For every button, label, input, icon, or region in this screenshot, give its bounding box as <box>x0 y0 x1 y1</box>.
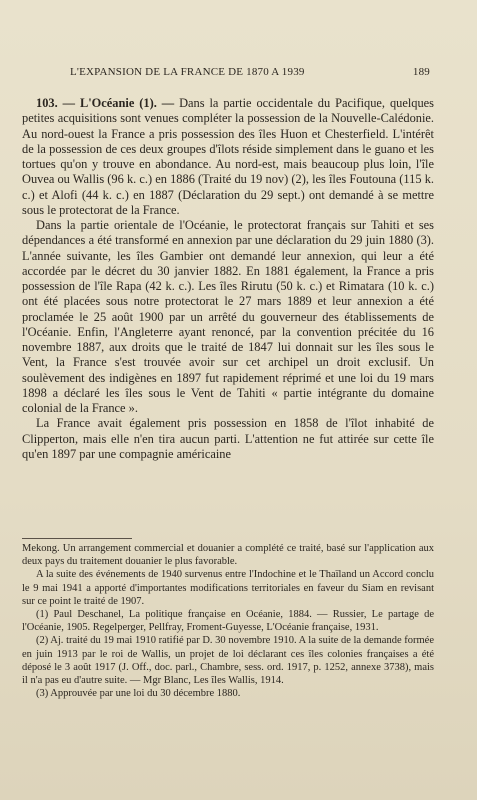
footnote-continuation-2: A la suite des événements de 1940 survenus entre l'Indochine et le Thaïland un Accord conclu le 9 mai 1941 a apporté d'importantes modifications territoriales en faveur du Siam en revisant sur ce point le traité de 1907. <box>22 569 434 607</box>
section-number: 103. <box>36 96 58 110</box>
footnote-1: (1) Paul Deschanel, La politique française en Océanie, 1884. — Russier, Le partage de l'Océanie, 1905. Regelperger, Pellfray, Froment-Guyesse, L'Océanie française, 1931. <box>22 609 434 634</box>
paragraph-2: Dans la partie orientale de l'Océanie, le protectorat français sur Tahiti et ses dépendances a été transformé en annexion par une déclaration du 29 juin 1880 (3). L'année suivante, les îles Gambier ont demandé leur annexion, qui leur a été accordée par le décret du 30 janvier 1882. En 1881 également, la France a pris possession de l'île Rapa (42 k. c.). Les îles Rirutu (50 k. c.) et Rimatara (10 k. c.) ont été placées sous notre protectorat le 27 mars 1889 et leur annexion a été proclamée le 25 août 1900 par un arrêté du gouverneur des établissements de l'Océanie. Enfin, l'Angleterre ayant renoncé, par la convention précitée du 16 novembre 1887, aux droits que le traité de 1847 lui donnait sur les îles sous le Vent, la France s'est trouvée avoir sur cet archipel un droit exclusif. Un soulèvement des indigènes en 1897 fut rapidement réprimé et une loi du 19 mars 1898 a déclaré les îles sous le Vent de Tahiti « partie intégrante du domaine colonial de la France ». <box>22 218 434 415</box>
section-title: — L'Océanie (1). — <box>62 96 175 110</box>
paragraph-3: La France avait également pris possession en 1858 de l'îlot inhabité de Clipperton, mais elle n'en tira aucun parti. L'attention ne fut attirée sur cette île qu'en 1897 par une compagnie américaine <box>22 416 434 461</box>
main-text <box>22 96 434 462</box>
page-number: 189 <box>412 66 430 78</box>
footnote-divider <box>22 538 132 539</box>
running-title: L'EXPANSION DE LA FRANCE DE 1870 A 1939 <box>70 66 305 78</box>
footnote-2: (2) Aj. traité du 19 mai 1910 ratifié par D. 30 novembre 1910. A la suite de la demande formée en juin 1913 par le roi de Wallis, un projet de loi déclarant ces îles colonies françaises a été déposé le 3 août 1917 (J. Off., doc. parl., Chambre, sess. ord. 1917, p. 1252, annexe 3738), mais il n'a pas eu d'autre suite. — Mgr Blanc, Les îles Wallis, 1914. <box>22 635 434 687</box>
footnote-continuation: Mekong. Un arrangement commercial et douanier a complété ce traité, basé sur l'application aux deux pays du traitement douanier le plus favorable. <box>22 543 434 568</box>
paragraph-1 <box>22 96 434 218</box>
footnotes <box>22 542 434 700</box>
paragraph-1-text: Dans la partie occidentale du Pacifique, quelques petites acquisitions sont venues compléter la possession de la Nouvelle-Calédonie. Au nord-ouest la France a pris possession des îles Huon et Chesterfield. L'intérêt de la possession de ces deux groupes d'îlots réside simplement dans le guano et les tortues qu'on y trouve en abondance. Au nord-est, mais beaucoup plus loin, l'île Ouvea ou Wallis (96 k. c.) en 1886 (Traité du 19 nov) (2), les îles Foutouna (115 k. c.) et Alofi (44 k. c.) en 1887 (Déclaration du 29 sept.) ont demandé à se mettre sous le protectorat de la France. <box>22 96 434 217</box>
footnote-3: (3) Approuvée par une loi du 30 décembre 1880. <box>36 688 241 700</box>
running-header <box>70 66 430 78</box>
